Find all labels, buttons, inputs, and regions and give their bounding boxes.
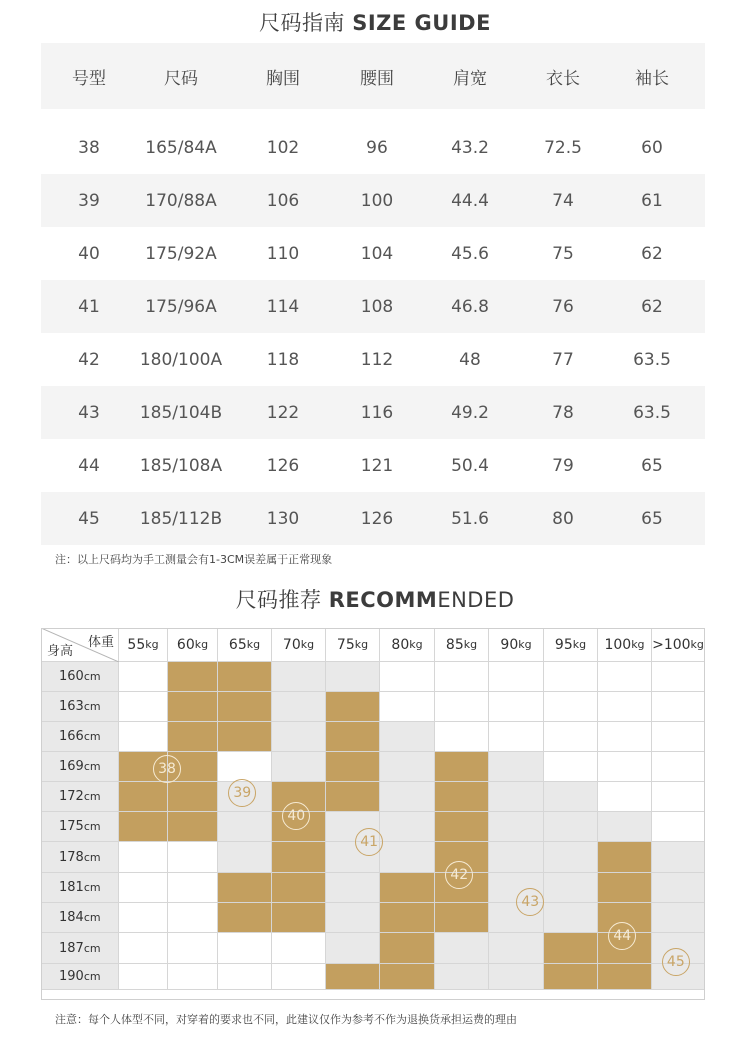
grid-cell bbox=[489, 692, 544, 722]
grid-cell bbox=[326, 722, 380, 752]
grid-cell bbox=[119, 933, 168, 964]
grid-cell bbox=[544, 722, 598, 752]
header-cell: 胸围 bbox=[266, 68, 300, 89]
size-guide-title-en: SIZE GUIDE bbox=[352, 11, 491, 35]
weight-unit: kg bbox=[300, 638, 315, 651]
grid-cell bbox=[598, 692, 652, 722]
grid-cell bbox=[326, 692, 380, 722]
grid-cell bbox=[326, 964, 380, 990]
table-cell: 165/84A bbox=[145, 137, 217, 158]
table-cell: 102 bbox=[266, 137, 300, 158]
grid-cell bbox=[435, 782, 489, 812]
table-cell: 96 bbox=[366, 137, 388, 158]
height-value: 175 bbox=[59, 819, 84, 834]
table-cell: 118 bbox=[266, 349, 300, 370]
table-cell: 175/96A bbox=[145, 296, 217, 317]
grid-cell bbox=[168, 873, 218, 903]
grid-cell bbox=[168, 782, 218, 812]
grid-cell bbox=[652, 752, 705, 782]
header-cell: 肩宽 bbox=[453, 68, 487, 89]
grid-cell bbox=[435, 964, 489, 990]
grid-cell bbox=[218, 662, 272, 692]
size-guide-table bbox=[41, 43, 705, 545]
grid-cell bbox=[544, 662, 598, 692]
grid-cell bbox=[168, 812, 218, 842]
size-badge: 45 bbox=[662, 948, 690, 976]
grid-cell bbox=[544, 964, 598, 990]
weight-header bbox=[119, 628, 168, 662]
grid-cell bbox=[435, 662, 489, 692]
weight-header bbox=[218, 628, 272, 662]
weight-value: 60 bbox=[176, 636, 195, 653]
grid-cell bbox=[544, 782, 598, 812]
table-cell: 65 bbox=[641, 455, 663, 476]
height-header bbox=[41, 692, 119, 722]
height-header bbox=[41, 903, 119, 933]
weight-header bbox=[380, 628, 435, 662]
recommend-grid bbox=[41, 628, 705, 1000]
grid-cell bbox=[435, 933, 489, 964]
grid-cell bbox=[272, 903, 326, 933]
table-row bbox=[41, 174, 705, 227]
table-cell: 46.8 bbox=[451, 296, 489, 317]
grid-cell bbox=[598, 873, 652, 903]
height-header bbox=[41, 752, 119, 782]
grid-cell bbox=[119, 692, 168, 722]
table-row bbox=[41, 333, 705, 386]
recommend-title-en-bold: RECOMM bbox=[328, 588, 438, 612]
table-cell: 104 bbox=[360, 243, 394, 264]
grid-cell bbox=[380, 964, 435, 990]
height-header bbox=[41, 964, 119, 990]
table-cell: 185/112B bbox=[139, 508, 223, 529]
table-cell: 121 bbox=[360, 455, 394, 476]
recommend-title-en-light: ENDED bbox=[437, 588, 515, 612]
grid-cell bbox=[218, 842, 272, 873]
height-value: 184 bbox=[59, 910, 84, 925]
size-guide-title bbox=[0, 7, 750, 37]
grid-cell bbox=[326, 873, 380, 903]
weight-unit: kg bbox=[463, 638, 478, 651]
grid-cell bbox=[544, 873, 598, 903]
grid-cell bbox=[598, 964, 652, 990]
header-cell: 腰围 bbox=[360, 68, 394, 89]
grid-cell bbox=[652, 722, 705, 752]
weight-unit: kg bbox=[409, 638, 423, 651]
disclaimer-note: 注意：每个人体型不同，对穿着的要求也不同，此建议仅作为参考不作为退换货承担运费的理由 bbox=[55, 1013, 517, 1026]
grid-cell bbox=[218, 692, 272, 722]
table-cell: 65 bbox=[641, 508, 663, 529]
grid-cell bbox=[489, 722, 544, 752]
header-cell: 袖长 bbox=[635, 68, 669, 89]
grid-cell bbox=[168, 903, 218, 933]
grid-cell bbox=[652, 842, 705, 873]
weight-value: 90 bbox=[500, 636, 519, 653]
grid-cell bbox=[326, 662, 380, 692]
grid-cell bbox=[652, 662, 705, 692]
grid-cell bbox=[544, 903, 598, 933]
height-header bbox=[41, 812, 119, 842]
height-unit: cm bbox=[83, 760, 101, 773]
weight-value: 75 bbox=[336, 636, 355, 653]
height-unit: cm bbox=[83, 670, 101, 683]
grid-cell bbox=[119, 873, 168, 903]
height-unit: cm bbox=[83, 970, 101, 983]
height-unit: cm bbox=[83, 700, 101, 713]
weight-header bbox=[435, 628, 489, 662]
weight-header bbox=[489, 628, 544, 662]
grid-cell bbox=[598, 782, 652, 812]
grid-cell bbox=[544, 933, 598, 964]
grid-cell bbox=[652, 692, 705, 722]
height-unit: cm bbox=[83, 881, 101, 894]
grid-cell bbox=[326, 782, 380, 812]
grid-cell bbox=[380, 873, 435, 903]
table-cell: 75 bbox=[552, 243, 574, 264]
weight-unit: kg bbox=[194, 638, 209, 651]
weight-value: 85 bbox=[445, 636, 464, 653]
grid-cell bbox=[380, 842, 435, 873]
size-badge: 43 bbox=[516, 888, 544, 916]
height-header bbox=[41, 873, 119, 903]
height-unit: cm bbox=[83, 730, 101, 743]
table-cell: 175/92A bbox=[145, 243, 217, 264]
grid-cell bbox=[272, 964, 326, 990]
grid-cell bbox=[380, 692, 435, 722]
grid-cell bbox=[168, 933, 218, 964]
grid-cell bbox=[119, 662, 168, 692]
corner-weight-label: 体重 bbox=[87, 635, 114, 650]
table-cell: 79 bbox=[552, 455, 574, 476]
grid-cell bbox=[119, 903, 168, 933]
table-cell: 108 bbox=[360, 296, 394, 317]
grid-cell bbox=[119, 812, 168, 842]
height-unit: cm bbox=[83, 941, 101, 955]
table-cell: 44.4 bbox=[451, 190, 489, 211]
grid-cell bbox=[272, 933, 326, 964]
grid-cell bbox=[272, 873, 326, 903]
table-cell: 38 bbox=[78, 137, 100, 158]
recommend-title bbox=[0, 584, 750, 614]
grid-cell bbox=[489, 752, 544, 782]
grid-cell bbox=[489, 662, 544, 692]
table-cell: 77 bbox=[552, 349, 574, 370]
height-header bbox=[41, 782, 119, 812]
grid-cell bbox=[218, 722, 272, 752]
table-cell: 61 bbox=[641, 190, 663, 211]
grid-cell bbox=[218, 933, 272, 964]
grid-cell bbox=[380, 722, 435, 752]
weight-unit: kg bbox=[572, 638, 587, 651]
grid-cell bbox=[119, 782, 168, 812]
grid-cell bbox=[435, 812, 489, 842]
table-cell: 45.6 bbox=[451, 243, 489, 264]
grid-cell bbox=[544, 752, 598, 782]
grid-cell bbox=[119, 842, 168, 873]
weight-unit: kg bbox=[145, 638, 159, 651]
grid-cell bbox=[168, 842, 218, 873]
height-value: 172 bbox=[59, 789, 84, 804]
table-row bbox=[41, 227, 705, 280]
header-cell: 衣长 bbox=[546, 68, 580, 89]
corner-height-label: 身高 bbox=[47, 644, 74, 659]
weight-header bbox=[652, 628, 705, 662]
grid-cell bbox=[380, 812, 435, 842]
height-value: 190 bbox=[59, 969, 84, 984]
size-badge: 44 bbox=[608, 922, 636, 950]
height-header bbox=[41, 662, 119, 692]
table-cell: 48 bbox=[459, 349, 481, 370]
grid-cell bbox=[119, 964, 168, 990]
grid-cell bbox=[380, 752, 435, 782]
height-value: 169 bbox=[59, 759, 84, 774]
grid-cell bbox=[168, 964, 218, 990]
weight-value: 55 bbox=[127, 636, 146, 653]
grid-cell bbox=[218, 873, 272, 903]
height-value: 187 bbox=[59, 940, 84, 956]
grid-cell bbox=[380, 782, 435, 812]
weight-header bbox=[598, 628, 652, 662]
table-row bbox=[41, 280, 705, 333]
table-cell: 63.5 bbox=[633, 349, 671, 370]
table-cell: 180/100A bbox=[139, 349, 223, 370]
table-cell: 114 bbox=[266, 296, 300, 317]
grid-cell bbox=[380, 933, 435, 964]
table-cell: 130 bbox=[266, 508, 300, 529]
table-cell: 44 bbox=[78, 455, 100, 476]
grid-cell bbox=[652, 873, 705, 903]
grid-cell bbox=[544, 812, 598, 842]
table-cell: 62 bbox=[641, 243, 663, 264]
weight-value: 70 bbox=[282, 636, 301, 653]
weight-unit: kg bbox=[354, 638, 369, 651]
table-cell: 116 bbox=[360, 402, 394, 423]
grid-cell bbox=[326, 903, 380, 933]
size-badge: 41 bbox=[355, 828, 383, 856]
grid-cell bbox=[272, 842, 326, 873]
table-cell: 126 bbox=[360, 508, 394, 529]
measurement-note: 注：以上尺码均为手工测量会有1-3CM误差属于正常现象 bbox=[55, 553, 333, 566]
grid-cell bbox=[435, 752, 489, 782]
table-cell: 185/108A bbox=[139, 455, 223, 476]
table-cell: 41 bbox=[78, 296, 100, 317]
height-value: 160 bbox=[59, 669, 84, 684]
table-cell: 50.4 bbox=[451, 455, 489, 476]
height-unit: cm bbox=[83, 820, 101, 833]
grid-cell bbox=[489, 964, 544, 990]
grid-cell bbox=[272, 692, 326, 722]
grid-cell bbox=[435, 722, 489, 752]
table-cell: 170/88A bbox=[145, 190, 217, 211]
grid-cell bbox=[168, 722, 218, 752]
height-value: 178 bbox=[59, 849, 84, 865]
height-unit: cm bbox=[83, 790, 101, 803]
grid-cell bbox=[598, 812, 652, 842]
table-cell: 76 bbox=[552, 296, 574, 317]
table-cell: 126 bbox=[266, 455, 300, 476]
grid-cell bbox=[489, 812, 544, 842]
height-unit: cm bbox=[83, 911, 101, 924]
weight-value: 80 bbox=[391, 636, 410, 653]
table-cell: 112 bbox=[360, 349, 394, 370]
grid-cell bbox=[544, 842, 598, 873]
grid-cell bbox=[168, 662, 218, 692]
table-cell: 122 bbox=[266, 402, 300, 423]
weight-value: 100 bbox=[604, 636, 632, 653]
height-value: 163 bbox=[59, 699, 84, 714]
table-cell: 60 bbox=[641, 137, 663, 158]
size-badge: 40 bbox=[282, 802, 310, 830]
grid-cell bbox=[326, 752, 380, 782]
grid-cell bbox=[652, 903, 705, 933]
table-cell: 80 bbox=[552, 508, 574, 529]
grid-cell bbox=[544, 692, 598, 722]
weight-unit: kg bbox=[246, 638, 261, 651]
grid-cell bbox=[218, 964, 272, 990]
grid-cell bbox=[652, 812, 705, 842]
size-badge: 39 bbox=[228, 779, 256, 807]
height-header bbox=[41, 722, 119, 752]
size-guide-title-cn: 尺码指南 bbox=[259, 11, 353, 35]
table-cell: 49.2 bbox=[451, 402, 489, 423]
grid-cell bbox=[435, 903, 489, 933]
header-cell: 号型 bbox=[72, 68, 106, 89]
height-value: 181 bbox=[59, 880, 84, 895]
grid-cell bbox=[119, 722, 168, 752]
grid-cell bbox=[272, 662, 326, 692]
table-cell: 42 bbox=[78, 349, 100, 370]
height-header bbox=[41, 842, 119, 873]
table-cell: 45 bbox=[78, 508, 100, 529]
table-cell: 106 bbox=[266, 190, 300, 211]
grid-cell bbox=[489, 933, 544, 964]
weight-unit: kg bbox=[518, 638, 532, 651]
grid-cell bbox=[598, 722, 652, 752]
grid-cell bbox=[218, 812, 272, 842]
table-cell: 78 bbox=[552, 402, 574, 423]
weight-header bbox=[544, 628, 598, 662]
weight-value: >100 bbox=[652, 636, 691, 653]
grid-cell bbox=[598, 752, 652, 782]
grid-cell bbox=[598, 842, 652, 873]
grid-cell bbox=[435, 692, 489, 722]
grid-cell bbox=[168, 692, 218, 722]
table-row bbox=[41, 492, 705, 545]
height-value: 166 bbox=[59, 729, 84, 744]
grid-cell bbox=[380, 903, 435, 933]
height-header bbox=[41, 933, 119, 964]
grid-cell bbox=[380, 662, 435, 692]
grid-cell bbox=[326, 933, 380, 964]
recommend-title-cn: 尺码推荐 bbox=[235, 588, 329, 612]
table-cell: 51.6 bbox=[451, 508, 489, 529]
grid-cell bbox=[489, 842, 544, 873]
header-cell: 尺码 bbox=[164, 68, 198, 89]
table-cell: 74 bbox=[552, 190, 574, 211]
grid-cell bbox=[272, 722, 326, 752]
weight-unit: kg bbox=[631, 638, 645, 651]
grid-cell bbox=[272, 752, 326, 782]
table-header bbox=[41, 43, 705, 109]
table-cell: 110 bbox=[266, 243, 300, 264]
table-row bbox=[41, 386, 705, 439]
weight-unit: kg bbox=[690, 638, 704, 651]
table-cell: 185/104B bbox=[139, 402, 223, 423]
weight-header bbox=[326, 628, 380, 662]
table-row bbox=[41, 439, 705, 492]
table-cell: 63.5 bbox=[633, 402, 671, 423]
corner-cell bbox=[41, 628, 119, 662]
size-badge: 38 bbox=[153, 755, 181, 783]
table-cell: 72.5 bbox=[544, 137, 582, 158]
weight-value: 95 bbox=[554, 636, 573, 653]
size-badge: 42 bbox=[445, 861, 473, 889]
weight-value: 65 bbox=[228, 636, 247, 653]
grid-cell bbox=[218, 903, 272, 933]
table-cell: 40 bbox=[78, 243, 100, 264]
weight-header bbox=[168, 628, 218, 662]
grid-cell bbox=[218, 752, 272, 782]
table-row bbox=[41, 121, 705, 174]
grid-cell bbox=[598, 662, 652, 692]
weight-header bbox=[272, 628, 326, 662]
grid-cell bbox=[652, 782, 705, 812]
table-cell: 100 bbox=[360, 190, 394, 211]
table-cell: 43 bbox=[78, 402, 100, 423]
table-cell: 39 bbox=[78, 190, 100, 211]
height-unit: cm bbox=[83, 850, 101, 864]
grid-cell bbox=[489, 782, 544, 812]
table-cell: 43.2 bbox=[451, 137, 489, 158]
table-cell: 62 bbox=[641, 296, 663, 317]
